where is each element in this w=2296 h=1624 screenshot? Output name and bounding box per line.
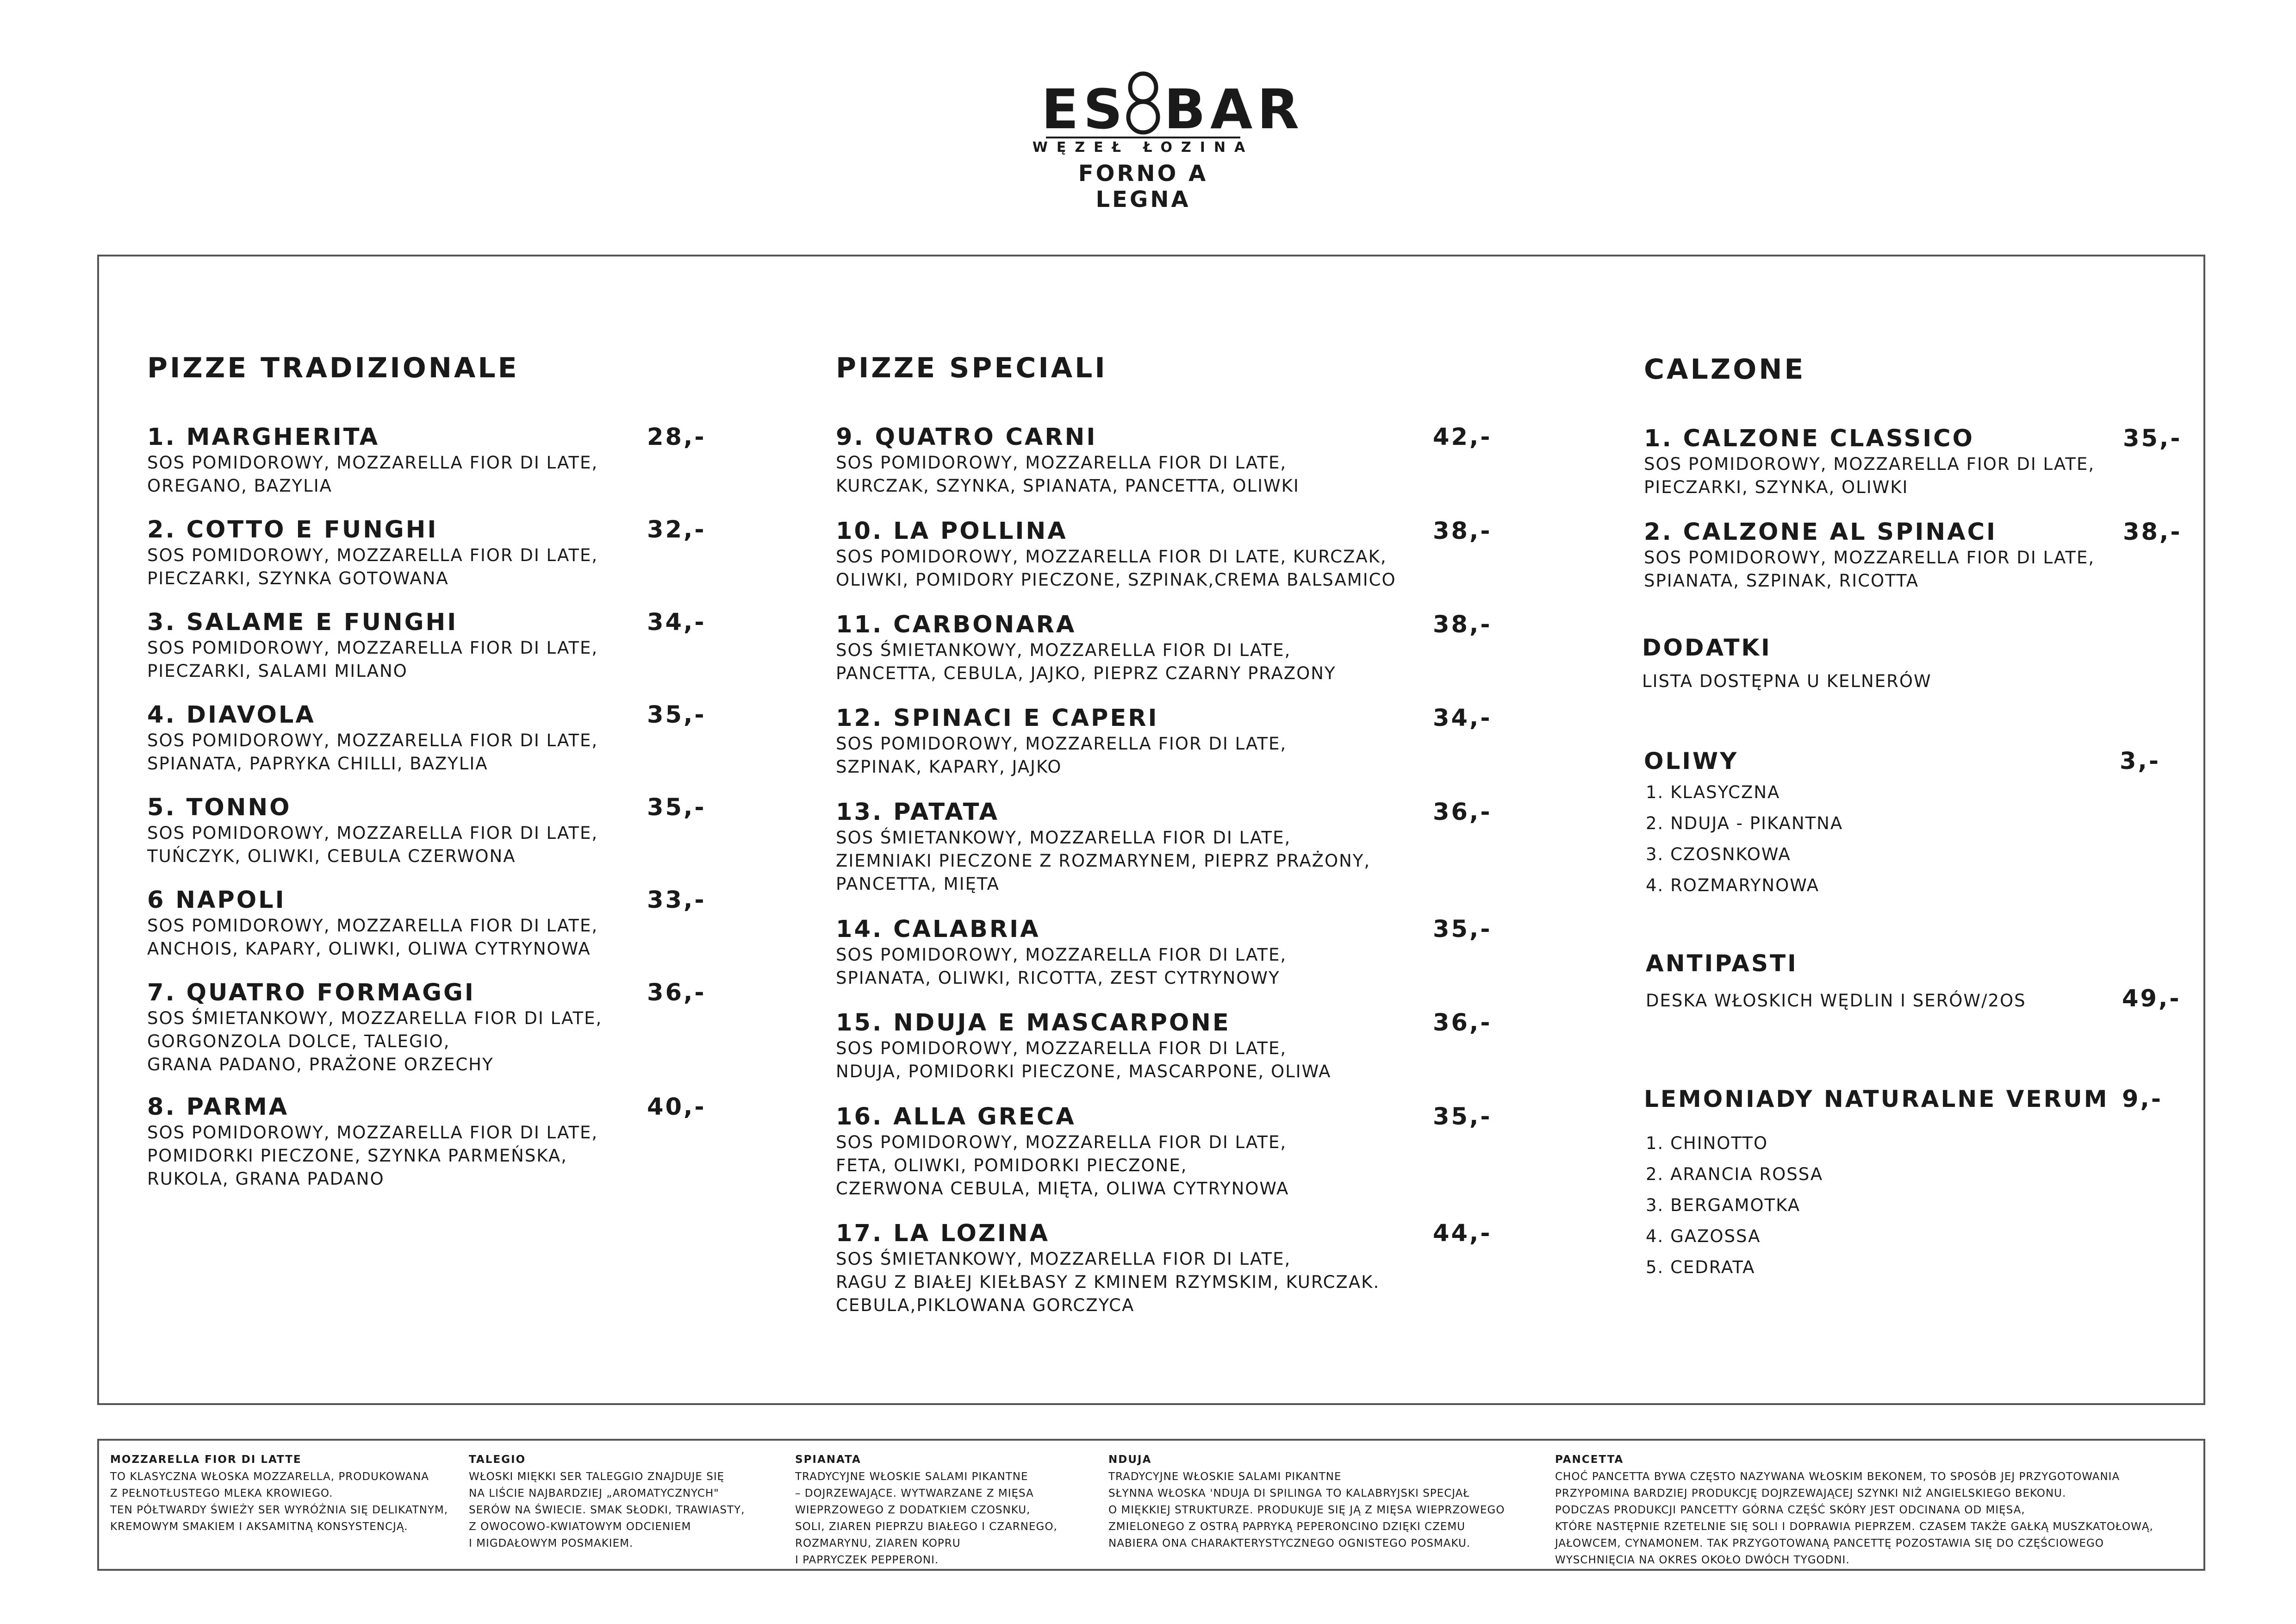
antipasti-title: ANTIPASTI (1646, 950, 1798, 977)
menu-item-price: 36,- (1433, 1009, 1492, 1037)
menu-item-description: PIECZARKI, SZYNKA, OLIWKI (1644, 477, 1909, 497)
menu-item-price: 32,- (647, 516, 706, 543)
brand-left: ES (1041, 77, 1127, 141)
menu-item-description: SOS ŚMIETANKOWY, MOZZARELLA FIOR DI LATE, (836, 1249, 1291, 1269)
oliwy-title: OLIWY (1644, 748, 1739, 775)
menu-item-description: PANCETTA, MIĘTA (836, 874, 1000, 894)
menu-item-price: 36,- (1433, 799, 1492, 826)
dodatki-text: LISTA DOSTĘPNA U KELNERÓW (1642, 671, 1932, 691)
menu-item-description: SPIANATA, OLIWKI, RICOTTA, ZEST CYTRYNOWY (836, 968, 1280, 988)
menu-item-description: SOS POMIDOROWY, MOZZARELLA FIOR DI LATE, (836, 734, 1287, 754)
dodatki-title: DODATKI (1642, 634, 1772, 661)
glossary-definition: TO KLASYCZNA WŁOSKA MOZZARELLA, PRODUKOWANA (110, 1471, 429, 1483)
logo (1032, 77, 1304, 212)
glossary-term: TALEGIO (469, 1454, 526, 1466)
menu-item-name: 15. NDUJA E MASCARPONE (836, 1009, 1231, 1037)
menu-item-name: 16. ALLA GRECA (836, 1103, 1076, 1131)
menu-item-description: RAGU Z BIAŁEJ KIEŁBASY Z KMINEM RZYMSKIM, KURCZAK. (836, 1272, 1380, 1292)
menu-item-price: 42,- (1433, 424, 1492, 451)
menu-item-description: PANCETTA, CEBULA, JAJKO, PIEPRZ CZARNY PRAZONY (836, 663, 1336, 683)
menu-item-description: FETA, OLIWKI, POMIDORKI PIECZONE, (836, 1156, 1188, 1175)
glossary-definition: KTÓRE NASTĘPNIE RZETELNIE SIĘ SOLI I DOPRAWIA PIEPRZEM. CZASEM TAKŻE GAŁKĄ MUSZKATOŁOWĄ, (1555, 1521, 2153, 1533)
menu-item-name: 1. MARGHERITA (147, 424, 380, 451)
menu-item-name: 5. TONNO (147, 794, 292, 821)
glossary-definition: SŁYNNA WŁOSKA 'NDUJA DI SPILINGA TO KALABRYJSKI SPECJAŁ (1108, 1487, 1470, 1499)
menu-item-description: GORGONZOLA DOLCE, TALEGIO, (147, 1031, 450, 1051)
menu-item-description: SOS POMIDOROWY, MOZZARELLA FIOR DI LATE, (836, 1132, 1287, 1152)
glossary-term: SPIANATA (795, 1454, 861, 1466)
antipasti-text: DESKA WŁOSKICH WĘDLIN I SERÓW/2OS (1646, 991, 2026, 1011)
glossary-definition: PODCZAS PRODUKCJI PANCETTY GÓRNA CZĘŚĆ SKÓRY JEST ODCINANA OD MIĘSA, (1555, 1504, 2025, 1516)
menu-item-price: 44,- (1433, 1220, 1492, 1247)
menu-item-description: ANCHOIS, KAPARY, OLIWKI, OLIWA CYTRYNOWA (147, 939, 591, 959)
antipasti-price: 49,- (2122, 985, 2181, 1012)
glossary-term: MOZZARELLA FIOR DI LATTE (110, 1454, 302, 1466)
menu-item-description: PIECZARKI, SZYNKA GOTOWANA (147, 568, 449, 588)
menu-item-description: KURCZAK, SZYNKA, SPIANATA, PANCETTA, OLIWKI (836, 476, 1300, 496)
menu-item-description: POMIDORKI PIECZONE, SZYNKA PARMEŃSKA, (147, 1146, 567, 1166)
menu-item-name: 17. LA LOZINA (836, 1220, 1050, 1247)
brand-right: BAR (1164, 77, 1304, 141)
glossary-definition: CHOĆ PANCETTA BYWA CZĘSTO NAZYWANA WŁOSKIM BEKONEM, TO SPOSÓB JEJ PRZYGOTOWANIA (1555, 1471, 2120, 1483)
glossary-definition: TEN PÓŁTWARDY ŚWIEŻY SER WYRÓŻNIA SIĘ DELIKATNYM, (110, 1504, 448, 1516)
menu-item-price: 35,- (647, 794, 706, 821)
menu-item-description: OREGANO, BAZYLIA (147, 476, 332, 496)
lemoniady-title: LEMONIADY NATURALNE VERUM (1644, 1086, 2109, 1112)
glossary-definition: SERÓW NA ŚWIECIE. SMAK SŁODKI, TRAWIASTY, (469, 1504, 745, 1516)
glossary-definition: NA LIŚCIE NAJBARDZIEJ „AROMATYCZNYCH" (469, 1487, 719, 1499)
glossary-definition: PRZYPOMINA BARDZIEJ PRODUKCJĘ DOJRZEWAJĄCEJ SZYNKI NIŻ ANGIELSKIEGO BEKONU. (1555, 1487, 2066, 1499)
menu-item-name: 3. SALAME E FUNGHI (147, 609, 458, 636)
menu-item-name: 6 NAPOLI (147, 887, 286, 914)
menu-item-description: GRANA PADANO, PRAŻONE ORZECHY (147, 1055, 494, 1074)
menu-item-description: NDUJA, POMIDORKI PIECZONE, MASCARPONE, OLIWA (836, 1062, 1332, 1081)
menu-item-price: 38,- (1433, 611, 1492, 638)
glossary-term: PANCETTA (1555, 1454, 1624, 1466)
glossary-definition: I PAPRYCZEK PEPPERONI. (795, 1554, 939, 1566)
lemoniady-item: 4. GAZOSSA (1646, 1226, 1761, 1246)
menu-item-price: 38,- (2123, 518, 2182, 546)
brand-wordmark (1032, 77, 1304, 141)
menu-item-price: 38,- (1433, 518, 1492, 545)
menu-item-name: 1. CALZONE CLASSICO (1644, 425, 1974, 452)
menu-item-price: 33,- (647, 887, 706, 914)
glossary-definition: Z PEŁNOTŁUSTEGO MLEKA KROWIEGO. (110, 1487, 333, 1499)
lemoniady-item: 1. CHINOTTO (1646, 1133, 1768, 1153)
menu-item-description: SOS POMIDOROWY, MOZZARELLA FIOR DI LATE, KURCZAK, (836, 547, 1387, 567)
glossary-definition: WIEPRZOWEGO Z DODATKIEM CZOSNKU, (795, 1504, 1031, 1516)
menu-item-name: 7. QUATRO FORMAGGI (147, 979, 475, 1006)
menu-item-name: 10. LA POLLINA (836, 518, 1068, 545)
infinity-eight-icon (1125, 71, 1162, 136)
glossary-definition: ZMIELONEGO Z OSTRĄ PAPRYKĄ PEPERONCINO DZIĘKI CZEMU (1108, 1521, 1466, 1533)
glossary-definition: WYSCHNIĘCIA NA OKRES OKOŁO DWÓCH TYGODNI. (1555, 1554, 1850, 1566)
menu-item-description: SPIANATA, SZPINAK, RICOTTA (1644, 571, 1919, 591)
menu-item-description: SOS POMIDOROWY, MOZZARELLA FIOR DI LATE, (147, 823, 598, 843)
glossary-term: NDUJA (1108, 1454, 1152, 1466)
glossary-definition: – DOJRZEWAJĄCE. WYTWARZANE Z MIĘSA (795, 1487, 1034, 1499)
menu-item-description: SOS ŚMIETANKOWY, MOZZARELLA FIOR DI LATE, (147, 1008, 603, 1028)
menu-item-description: SOS POMIDOROWY, MOZZARELLA FIOR DI LATE, (836, 945, 1287, 965)
menu-item-description: SPIANATA, PAPRYKA CHILLI, BAZYLIA (147, 754, 488, 774)
menu-item-price: 35,- (2123, 425, 2182, 452)
logo-tagline: FORNO A LEGNA (1078, 161, 1208, 212)
section-title-calzone: CALZONE (1644, 353, 1806, 386)
menu-item-description: SZPINAK, KAPARY, JAJKO (836, 757, 1062, 777)
menu-item-name: 9. QUATRO CARNI (836, 424, 1097, 451)
glossary-definition: I MIGDAŁOWYM POSMAKIEM. (469, 1537, 634, 1549)
menu-item-price: 36,- (647, 979, 706, 1006)
menu-item-price: 35,- (1433, 916, 1492, 943)
glossary-definition: O MIĘKKIEJ STRUKTURZE. PRODUKUJE SIĘ JĄ Z MIĘSA WIEPRZOWEGO (1108, 1504, 1505, 1516)
glossary-definition: JAŁOWCEM, CYNAMONEM. TAK PRZYGOTOWANĄ PANCETTĘ POZOSTAWIA SIĘ DO CZĘŚCIOWEGO (1555, 1537, 2104, 1549)
logo-subtitle: WĘZEŁ ŁOZINA (1032, 139, 1254, 156)
menu-item-price: 40,- (647, 1093, 706, 1121)
glossary-definition: SOLI, ZIAREN PIEPRZU BIAŁEGO I CZARNEGO, (795, 1521, 1058, 1533)
menu-item-price: 35,- (1433, 1103, 1492, 1131)
oliwy-item: 1. KLASYCZNA (1646, 782, 1780, 802)
menu-item-description: TUŃCZYK, OLIWKI, CEBULA CZERWONA (147, 846, 516, 866)
glossary-definition: NABIERA ONA CHARAKTERYSTYCZNEGO OGNISTEGO POSMAKU. (1108, 1537, 1471, 1549)
menu-item-description: SOS POMIDOROWY, MOZZARELLA FIOR DI LATE, (1644, 454, 2095, 474)
menu-item-description: SOS POMIDOROWY, MOZZARELLA FIOR DI LATE, (147, 638, 598, 658)
menu-item-description: SOS ŚMIETANKOWY, MOZZARELLA FIOR DI LATE, (836, 640, 1291, 660)
oliwy-item: 4. ROZMARYNOWA (1646, 875, 1820, 895)
menu-item-description: RUKOLA, GRANA PADANO (147, 1169, 385, 1189)
lemoniady-item: 2. ARANCIA ROSSA (1646, 1164, 1823, 1184)
menu-item-description: SOS POMIDOROWY, MOZZARELLA FIOR DI LATE, (1644, 548, 2095, 568)
menu-item-description: SOS POMIDOROWY, MOZZARELLA FIOR DI LATE, (836, 1038, 1287, 1058)
menu-item-name: 8. PARMA (147, 1093, 289, 1121)
glossary-definition: TRADYCYJNE WŁOSKIE SALAMI PIKANTNE (1108, 1471, 1342, 1483)
menu-item-description: SOS POMIDOROWY, MOZZARELLA FIOR DI LATE, (147, 453, 598, 473)
menu-item-name: 4. DIAVOLA (147, 701, 316, 729)
oliwy-item: 2. NDUJA - PIKANTNA (1646, 813, 1843, 833)
logo-divider (1046, 137, 1240, 138)
menu-item-price: 28,- (647, 424, 706, 451)
lemoniady-item: 5. CEDRATA (1646, 1257, 1755, 1277)
menu-item-description: SOS ŚMIETANKOWY, MOZZARELLA FIOR DI LATE, (836, 828, 1291, 848)
menu-item-name: 2. CALZONE AL SPINACI (1644, 518, 1997, 546)
oliwy-price: 3,- (2120, 748, 2161, 775)
glossary-definition: WŁOSKI MIĘKKI SER TALEGGIO ZNAJDUJE SIĘ (469, 1471, 725, 1483)
menu-item-description: SOS POMIDOROWY, MOZZARELLA FIOR DI LATE, (147, 1123, 598, 1143)
menu-item-description: CZERWONA CEBULA, MIĘTA, OLIWA CYTRYNOWA (836, 1179, 1289, 1199)
oliwy-item: 3. CZOSNKOWA (1646, 844, 1791, 864)
lemoniady-item: 3. BERGAMOTKA (1646, 1195, 1801, 1215)
menu-item-description: SOS POMIDOROWY, MOZZARELLA FIOR DI LATE, (836, 453, 1287, 473)
menu-item-description: SOS POMIDOROWY, MOZZARELLA FIOR DI LATE, (147, 731, 598, 750)
menu-item-name: 13. PATATA (836, 799, 999, 826)
glossary-definition: ROZMARYNU, ZIAREN KOPRU (795, 1537, 961, 1549)
glossary-definition: KREMOWYM SMAKIEM I AKSAMITNĄ KONSYSTENCJĄ. (110, 1521, 408, 1533)
menu-item-price: 34,- (1433, 705, 1492, 732)
section-title-speciali: PIZZE SPECIALI (836, 352, 1108, 384)
section-title-tradizionale: PIZZE TRADIZIONALE (147, 352, 519, 384)
menu-item-name: 11. CARBONARA (836, 611, 1076, 638)
menu-item-price: 34,- (647, 609, 706, 636)
menu-item-description: PIECZARKI, SALAMI MILANO (147, 661, 408, 681)
glossary-definition: TRADYCYJNE WŁOSKIE SALAMI PIKANTNE (795, 1471, 1028, 1483)
menu-item-name: 2. COTTO E FUNGHI (147, 516, 438, 543)
menu-item-name: 12. SPINACI E CAPERI (836, 705, 1159, 732)
menu-item-description: ZIEMNIAKI PIECZONE Z ROZMARYNEM, PIEPRZ PRAŻONY, (836, 851, 1371, 871)
menu-item-name: 14. CALABRIA (836, 916, 1040, 943)
lemoniady-price: 9,- (2122, 1086, 2163, 1113)
menu-item-description: OLIWKI, POMIDORY PIECZONE, SZPINAK,CREMA BALSAMICO (836, 570, 1396, 590)
menu-item-description: SOS POMIDOROWY, MOZZARELLA FIOR DI LATE, (147, 916, 598, 936)
glossary-definition: Z OWOCOWO-KWIATOWYM ODCIENIEM (469, 1521, 691, 1533)
menu-item-description: CEBULA,PIKLOWANA GORCZYCA (836, 1295, 1135, 1315)
menu-item-description: SOS POMIDOROWY, MOZZARELLA FIOR DI LATE, (147, 545, 598, 565)
menu-item-price: 35,- (647, 701, 706, 729)
